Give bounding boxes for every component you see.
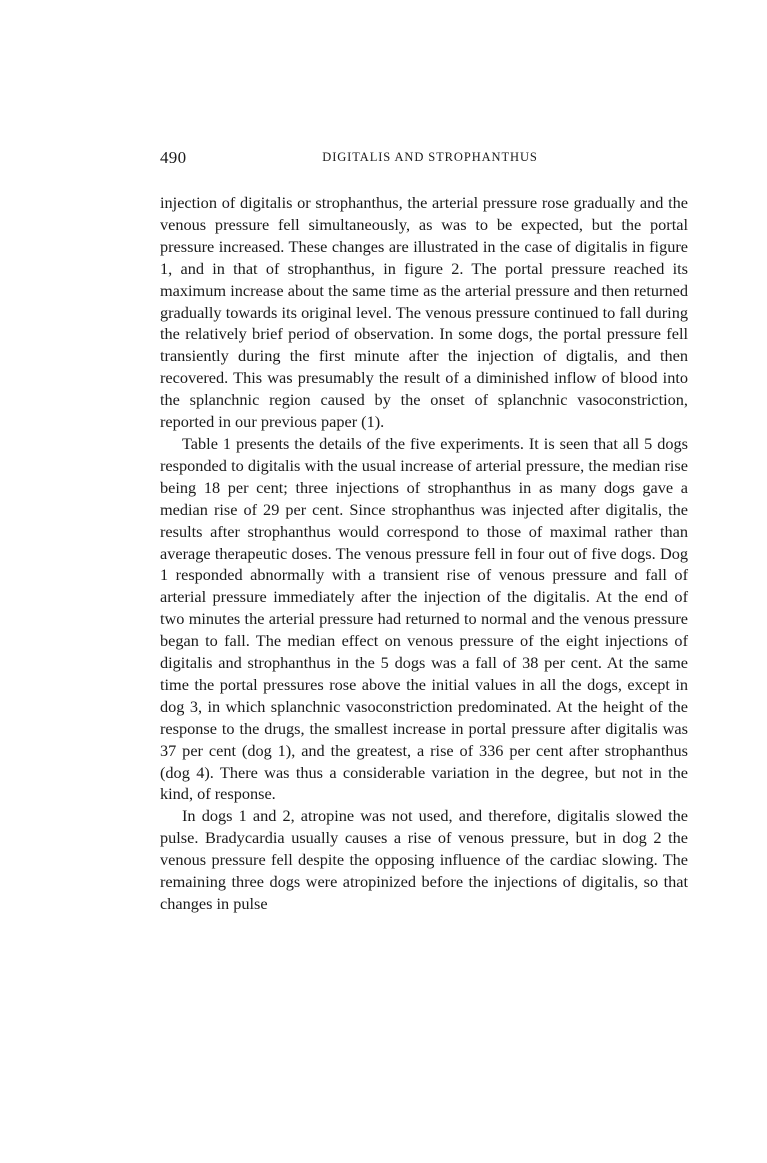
paragraph-continuation: injection of digitalis or strophanthus, the arterial pressure rose gradually and the venous pressure fell simultaneously, as was to be expected, but the portal pressure increased. These changes are illustrated in the case of digitalis in figure 1, and in that of strophanthus, in figure 2. The portal pressure reached its maximum increase about the same time as the arterial pressure and then returned gradually towards its original level. The venous pressure continued to fall during the relatively brief period of observation. In some dogs, the portal pressure fell transiently during the first minute after the injection of digtalis, and then recovered. This was presumably the result of a diminished inflow of blood into the splanchnic region caused by the onset of splanchnic vasoconstriction, reported in our previous paper (1). (160, 193, 688, 432)
body-text (160, 192, 688, 915)
page-number: 490 (160, 148, 187, 167)
running-head (160, 148, 688, 170)
paragraph-table-summary: Table 1 presents the details of the five experiments. It is seen that all 5 dogs responded to digitalis with the usual increase of arterial pressure, the median rise being 18 per cent; three injections of strophanthus in as many dogs gave a median rise of 29 per cent. Since strophanthus was injected after digitalis, the results after strophanthus would correspond to those of maximal rather than average therapeutic doses. The venous pressure fell in four out of five dogs. Dog 1 responded abnormally with a transient rise of venous pressure and fall of arterial pressure immediately after the injection of the digitalis. At the end of two minutes the arterial pressure had returned to normal and the venous pressure began to fall. The median effect on venous pressure of the eight injections of digitalis and strophanthus in the 5 dogs was a fall of 38 per cent. At the same time the portal pressures rose above the initial values in all the dogs, except in dog 3, in which splanchnic vasoconstriction predominated. At the height of the response to the drugs, the smallest increase in portal pressure after digitalis was 37 per cent (dog 1), and the greatest, a rise of 336 per cent after strophanthus (dog 4). There was thus a considerable variation in the degree, but not in the kind, of response. (160, 433, 688, 804)
book-page (160, 148, 688, 915)
running-title: DIGITALIS AND STROPHANTHUS (322, 150, 538, 164)
paragraph-atropine: In dogs 1 and 2, atropine was not used, and therefore, digitalis slowed the pulse. Bradycardia usually causes a rise of venous pressure, but in dog 2 the venous pressure fell despite the opposing influence of the cardiac slowing. The remaining three dogs were atropinized before the injections of digitalis, so that changes in pulse (160, 806, 688, 913)
